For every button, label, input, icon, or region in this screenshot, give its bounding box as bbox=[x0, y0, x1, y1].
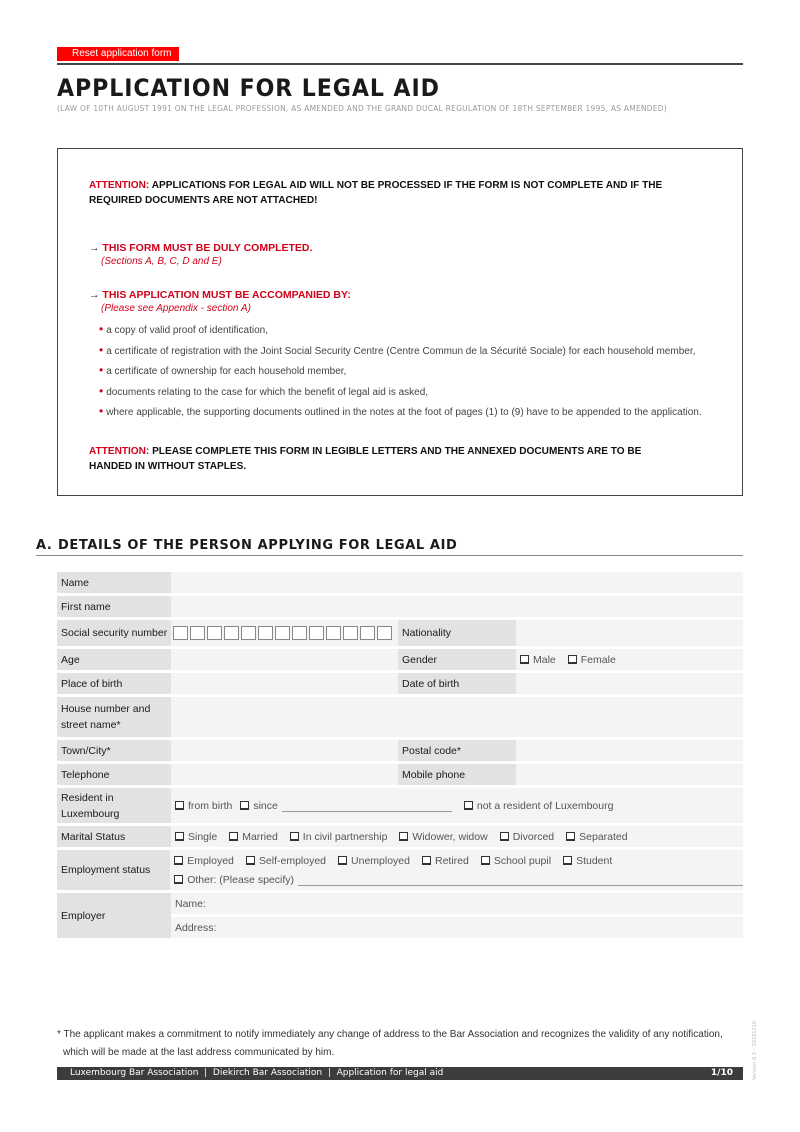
label-employer: Employer bbox=[57, 893, 171, 938]
attention-notice-1 bbox=[89, 178, 686, 208]
checkbox-label: since bbox=[253, 799, 278, 812]
employer-address-field[interactable] bbox=[171, 917, 743, 938]
bullet-icon: • bbox=[99, 322, 104, 336]
label-address: House number and street name* bbox=[57, 697, 171, 737]
mobile-phone-field[interactable] bbox=[516, 764, 743, 785]
ssn-digit-box[interactable] bbox=[224, 626, 239, 640]
gender-female-checkbox[interactable] bbox=[568, 654, 616, 666]
checkbox-icon bbox=[338, 856, 347, 865]
list-item bbox=[99, 402, 711, 423]
label-marital: Marital Status bbox=[57, 826, 171, 847]
reset-form-button[interactable]: Reset application form bbox=[57, 47, 179, 61]
checkbox-label: Employed bbox=[187, 854, 234, 867]
address-field[interactable] bbox=[171, 697, 743, 737]
date-of-birth-field[interactable] bbox=[516, 673, 743, 694]
row-birth bbox=[57, 673, 743, 694]
checkbox-icon bbox=[520, 655, 529, 664]
row-marital bbox=[57, 826, 743, 847]
footer-text: Luxembourg Bar Association | Diekirch Bar Association | Application for legal aid bbox=[70, 1068, 444, 1078]
checkbox-label: Married bbox=[242, 830, 278, 843]
checkbox-icon bbox=[422, 856, 431, 865]
section1-sub: (Sections A, B, C, D and E) bbox=[101, 256, 222, 267]
checkbox-label: Self-employed bbox=[258, 854, 327, 867]
row-town bbox=[57, 740, 743, 761]
employment-school-pupil-checkbox[interactable] bbox=[481, 855, 551, 867]
checkbox-icon bbox=[175, 801, 184, 810]
checkbox-icon bbox=[290, 832, 299, 841]
telephone-field[interactable] bbox=[171, 764, 398, 785]
marital-married-checkbox[interactable] bbox=[229, 831, 278, 843]
not-resident-checkbox[interactable] bbox=[464, 800, 614, 812]
section2-heading-text: THIS APPLICATION MUST BE ACCOMPANIED BY: bbox=[102, 289, 351, 301]
label-telephone: Telephone bbox=[57, 764, 171, 785]
attention-label: ATTENTION: bbox=[89, 444, 150, 457]
label-mobile-phone: Mobile phone bbox=[398, 764, 516, 785]
label-town: Town/City* bbox=[57, 740, 171, 761]
marital-divorced-checkbox[interactable] bbox=[500, 831, 554, 843]
row-employment bbox=[57, 850, 743, 890]
label-name: Name bbox=[57, 572, 171, 593]
section-title: DETAILS OF THE PERSON APPLYING FOR LEGAL AID bbox=[58, 538, 458, 553]
marital-separated-checkbox[interactable] bbox=[566, 831, 627, 843]
arrow-right-icon: → bbox=[89, 242, 100, 254]
label-employment: Employment status bbox=[57, 850, 170, 890]
checkbox-label: Single bbox=[188, 830, 218, 843]
version-label: Version 0.3 – 20181210 bbox=[752, 1020, 758, 1080]
checkbox-label: Retired bbox=[434, 854, 469, 867]
checkbox-icon bbox=[174, 856, 183, 865]
checkbox-icon bbox=[464, 801, 473, 810]
employment-other-checkbox[interactable] bbox=[174, 874, 294, 886]
section1-heading bbox=[89, 242, 711, 254]
attention-text: APPLICATIONS FOR LEGAL AID WILL NOT BE PROCESSED IF THE FORM IS NOT COMPLETE AND IF THE REQUIRED DOCUMENTS ARE NOT ATTACHED! bbox=[89, 179, 663, 206]
row-ssn bbox=[57, 620, 743, 646]
resident-since-field[interactable] bbox=[282, 800, 452, 812]
top-rule bbox=[57, 63, 743, 65]
arrow-right-icon: → bbox=[89, 289, 100, 301]
bullet-icon: • bbox=[99, 342, 104, 357]
employment-other-field[interactable] bbox=[298, 874, 743, 886]
checkbox-icon bbox=[175, 832, 184, 841]
marital-widowed-checkbox[interactable] bbox=[399, 831, 487, 843]
label-date-of-birth: Date of birth bbox=[398, 673, 516, 694]
ssn-digit-box[interactable] bbox=[360, 626, 375, 640]
required-documents-list bbox=[89, 320, 711, 423]
label-nationality: Nationality bbox=[398, 620, 516, 646]
checkbox-icon bbox=[246, 856, 255, 865]
place-of-birth-field[interactable] bbox=[171, 673, 398, 694]
checkbox-label: Student bbox=[576, 854, 613, 867]
marital-civil-partnership-checkbox[interactable] bbox=[290, 831, 388, 843]
ssn-digit-box[interactable] bbox=[241, 626, 256, 640]
checkbox-icon bbox=[229, 832, 238, 841]
gender-options bbox=[516, 649, 743, 670]
employer-name-field[interactable] bbox=[171, 893, 743, 914]
checkbox-icon bbox=[481, 856, 490, 865]
address-footnote bbox=[57, 1026, 747, 1062]
employment-options bbox=[170, 850, 743, 890]
list-item bbox=[99, 382, 711, 403]
checkbox-label: Widower, widow bbox=[412, 830, 488, 843]
footnote-line: which will be made at the last address communicated by him. bbox=[63, 1047, 335, 1058]
ssn-digit-box[interactable] bbox=[207, 626, 222, 640]
list-item bbox=[99, 341, 711, 362]
employer-address-label: Address: bbox=[175, 921, 217, 934]
town-field[interactable] bbox=[171, 740, 398, 761]
list-item bbox=[99, 320, 711, 341]
footer-bar bbox=[57, 1067, 743, 1080]
label-gender: Gender bbox=[398, 649, 516, 670]
ssn-digit-box[interactable] bbox=[377, 626, 392, 640]
checkbox-label: Male bbox=[533, 653, 556, 666]
list-item-text: a certificate of registration with the Joint Social Security Centre (Centre Commun de la Sécurité Sociale) for each household member, bbox=[106, 345, 696, 357]
checkbox-label: School pupil bbox=[493, 854, 552, 867]
checkbox-label: not a resident of Luxembourg bbox=[476, 799, 614, 812]
label-age: Age bbox=[57, 649, 171, 670]
checkbox-label: Separated bbox=[579, 830, 628, 843]
footnote-line: * The applicant makes a commitment to notify immediately any change of address to the Bar Association and recognizes the validity of any notification, bbox=[57, 1029, 723, 1040]
ssn-digit-box[interactable] bbox=[275, 626, 290, 640]
row-resident bbox=[57, 788, 743, 823]
row-name bbox=[57, 572, 743, 593]
label-resident: Resident in Luxembourg bbox=[57, 788, 171, 823]
postal-code-field[interactable] bbox=[516, 740, 743, 761]
name-field[interactable] bbox=[171, 572, 743, 593]
list-item-text: documents relating to the case for which the benefit of legal aid is asked, bbox=[106, 386, 429, 398]
employment-retired-checkbox[interactable] bbox=[422, 855, 469, 867]
section1-heading-text: THIS FORM MUST BE DULY COMPLETED. bbox=[102, 242, 313, 254]
row-age bbox=[57, 649, 743, 670]
checkbox-icon bbox=[500, 832, 509, 841]
checkbox-icon bbox=[563, 856, 572, 865]
checkbox-label: Female bbox=[580, 653, 616, 666]
ssn-digit-box[interactable] bbox=[258, 626, 273, 640]
resident-from-birth-checkbox[interactable] bbox=[175, 800, 232, 812]
checkbox-icon bbox=[174, 875, 183, 884]
section-letter: A. bbox=[36, 538, 53, 553]
age-field[interactable] bbox=[171, 649, 398, 670]
gender-male-checkbox[interactable] bbox=[520, 654, 556, 666]
ssn-digit-box[interactable] bbox=[343, 626, 358, 640]
ssn-digit-box[interactable] bbox=[173, 626, 188, 640]
first-name-field[interactable] bbox=[171, 596, 743, 617]
bullet-icon: • bbox=[99, 404, 104, 418]
row-first-name bbox=[57, 596, 743, 617]
section2-heading bbox=[89, 289, 711, 301]
checkbox-label: Divorced bbox=[512, 830, 555, 843]
row-phone bbox=[57, 764, 743, 785]
marital-options bbox=[171, 826, 743, 847]
checkbox-label: Other: (Please specify) bbox=[187, 873, 294, 886]
section2-sub: (Please see Appendix - section A) bbox=[101, 303, 251, 314]
page-subtitle: (LAW OF 10TH AUGUST 1991 ON THE LEGAL PROFESSION, AS AMENDED AND THE GRAND DUCAL REGULATION OF 18TH SEPTEMBER 1995, AS AMENDED) bbox=[57, 104, 667, 113]
attention-text: PLEASE COMPLETE THIS FORM IN LEGIBLE LETTERS AND THE ANNEXED DOCUMENTS ARE TO BE HANDED IN WITHOUT STAPLES. bbox=[89, 444, 642, 472]
label-place-of-birth: Place of birth bbox=[57, 673, 171, 694]
checkbox-label: Unemployed bbox=[351, 854, 410, 867]
label-ssn: Social security number bbox=[57, 620, 171, 646]
checkbox-label: from birth bbox=[188, 799, 233, 812]
checkbox-icon bbox=[568, 655, 577, 664]
checkbox-label: In civil partnership bbox=[302, 830, 388, 843]
ssn-digit-box[interactable] bbox=[326, 626, 341, 640]
ssn-field bbox=[171, 620, 398, 646]
list-item-text: a copy of valid proof of identification, bbox=[106, 325, 268, 336]
list-item bbox=[99, 361, 711, 382]
page-title: APPLICATION FOR LEGAL AID bbox=[57, 74, 440, 102]
checkbox-icon bbox=[240, 801, 249, 810]
marital-single-checkbox[interactable] bbox=[175, 831, 217, 843]
employment-employed-checkbox[interactable] bbox=[174, 855, 234, 867]
checkbox-icon bbox=[399, 832, 408, 841]
list-item-text: where applicable, the supporting documents outlined in the notes at the foot of pages (1) to (9) have to be appended to the application. bbox=[106, 407, 702, 418]
attention-notice-2 bbox=[89, 444, 686, 474]
nationality-field[interactable] bbox=[516, 620, 743, 646]
label-postal-code: Postal code* bbox=[398, 740, 516, 761]
ssn-digit-box[interactable] bbox=[309, 626, 324, 640]
ssn-digit-box[interactable] bbox=[292, 626, 307, 640]
bullet-icon: • bbox=[99, 383, 104, 398]
employment-self-employed-checkbox[interactable] bbox=[246, 855, 326, 867]
employment-unemployed-checkbox[interactable] bbox=[338, 855, 410, 867]
list-item-text: a certificate of ownership for each household member, bbox=[106, 366, 347, 377]
applicant-details-form bbox=[57, 572, 743, 941]
section-a-heading bbox=[36, 538, 743, 556]
employment-student-checkbox[interactable] bbox=[563, 855, 612, 867]
ssn-digit-box[interactable] bbox=[190, 626, 205, 640]
employer-name-label: Name: bbox=[175, 897, 206, 910]
notice-box bbox=[57, 148, 743, 496]
row-employer bbox=[57, 893, 743, 938]
attention-label: ATTENTION: bbox=[89, 179, 150, 191]
page-number: 1/10 bbox=[710, 1068, 733, 1078]
resident-options bbox=[171, 788, 743, 823]
checkbox-icon bbox=[566, 832, 575, 841]
bullet-icon: • bbox=[99, 363, 104, 377]
row-address bbox=[57, 697, 743, 737]
resident-since-checkbox[interactable] bbox=[240, 800, 278, 812]
label-first-name: First name bbox=[57, 596, 171, 617]
